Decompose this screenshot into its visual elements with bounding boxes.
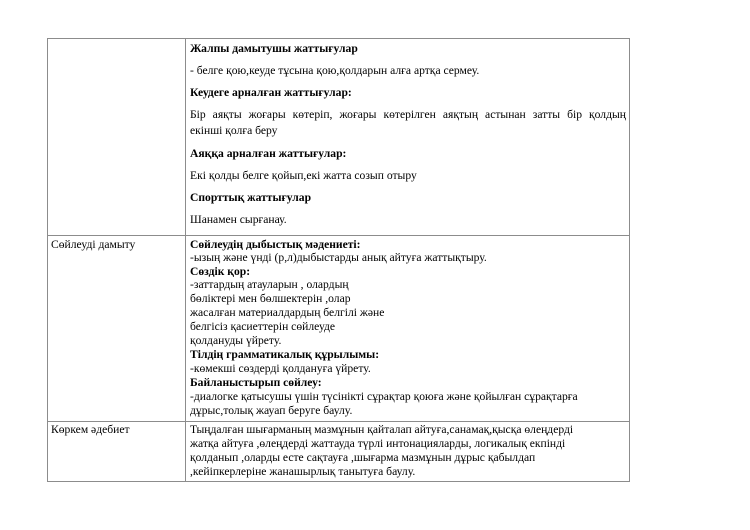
content-line: Екі қолды белге қойып,екі жатта созып отыру xyxy=(190,169,417,182)
content-line: белгісіз қасиеттерін сөйлеуде xyxy=(190,320,336,333)
content-line: бөліктері мен бөлшектерін ,олар xyxy=(190,292,351,305)
content-line: жасалған материалдардың белгілі және xyxy=(190,306,385,319)
section-heading-vocabulary: Сөздік қор: xyxy=(190,265,251,278)
table-border-row1-bottom xyxy=(47,235,630,236)
content-line: қолданып ,оларды есте сақтауға ,шығарма мазмұнын дұрыс қабылдап xyxy=(190,451,536,464)
content-line: дұрыс,толық жауап беруге баулу. xyxy=(190,404,353,417)
content-line: Тыңдалған шығарманың мазмұнын қайталап айтуға,санамақ,қысқа өлеңдерді xyxy=(190,423,574,436)
content-line: -ызың және үнді (р,л)дыбыстарды анық айтуға жаттықтыру. xyxy=(190,251,487,264)
table-border-right xyxy=(629,38,630,482)
content-line: ,кейіпкерлеріне жанашырлық танытуға баулу. xyxy=(190,465,416,478)
section-heading-sound-culture: Сөйлеудің дыбыстық мәдениеті: xyxy=(190,238,361,251)
section-heading-grammar: Тілдің грамматикалық құрылымы: xyxy=(190,348,380,361)
table-border-row2-bottom xyxy=(47,421,630,422)
section-heading-connected-speech: Байланыстырып сөйлеу: xyxy=(190,376,322,389)
table-border-top xyxy=(47,38,630,39)
table-column-divider xyxy=(185,38,186,482)
content-line: -заттардың атауларын , олардың xyxy=(190,278,349,291)
content-line: жатқа айтуға ,өлеңдерді жаттауда түрлі интонацияларды, логикалық екпінді xyxy=(190,437,566,450)
content-line: Бір аяқты жоғары көтеріп, жоғары көтерілген аяқтың астынан затты бір қолдың xyxy=(190,108,626,121)
content-line: -көмекші сөздерді қолдануға үйрету. xyxy=(190,362,371,375)
table-border-bottom xyxy=(47,481,630,482)
section-heading-sport-exercises: Спорттық жаттығулар xyxy=(190,191,312,204)
content-line: Шанамен сырғанау. xyxy=(190,213,287,226)
section-heading-leg-exercises: Аяққа арналған жаттығулар: xyxy=(190,147,347,160)
content-line: -диалогке қатысушы үшін түсінікті сұрақтар қоюға және қойылған сұрақтарға xyxy=(190,390,578,403)
content-line: қолдануды үйрету. xyxy=(190,334,282,347)
row-label-speech-development: Сөйлеуді дамыту xyxy=(51,238,136,251)
section-heading-general-exercises: Жалпы дамытушы жаттығулар xyxy=(190,42,358,55)
content-line: екінші қолға беру xyxy=(190,124,278,137)
section-heading-chest-exercises: Кеудеге арналған жаттығулар: xyxy=(190,86,352,99)
content-line: - белге қою,кеуде тұсына қою,қолдарын алға артқа сермеу. xyxy=(190,64,480,77)
table-border-left xyxy=(47,38,48,482)
row-label-fiction: Көркем әдебиет xyxy=(51,423,130,436)
